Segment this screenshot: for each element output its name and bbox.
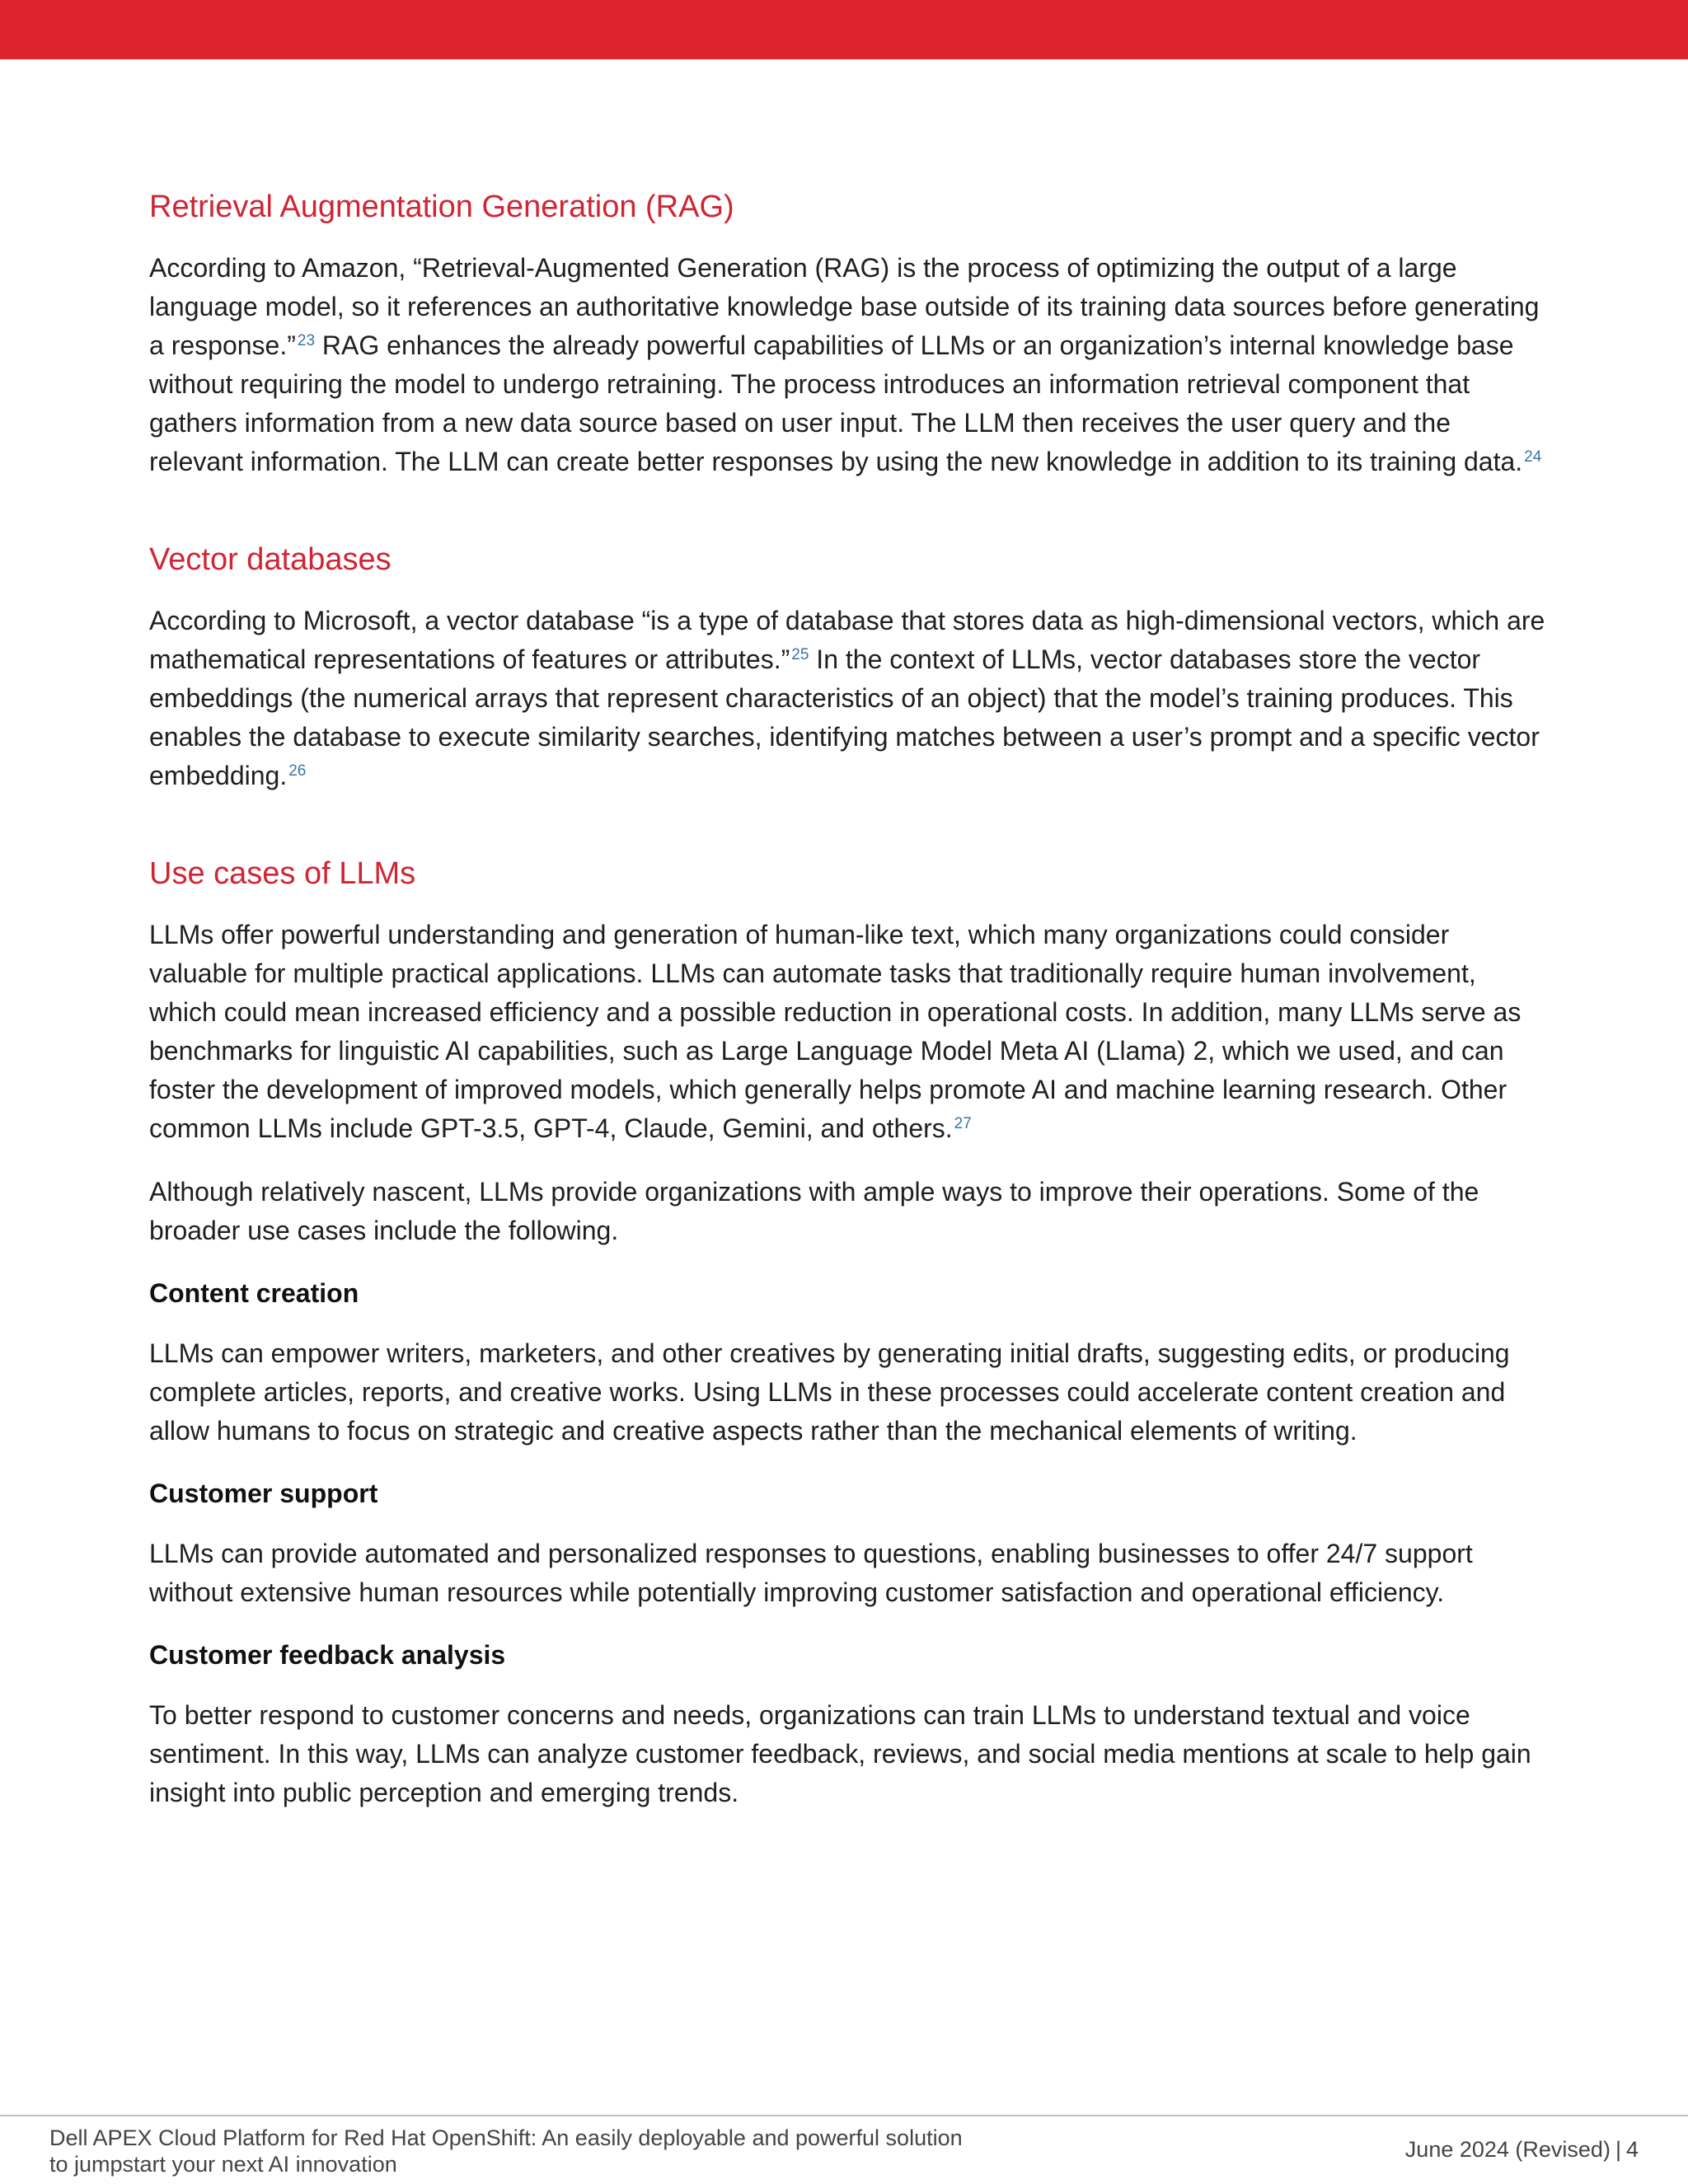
section-heading-use-cases: Use cases of LLMs [149,856,416,891]
footer-divider [0,2115,1688,2116]
subheading-content-creation: Content creation [149,1278,359,1308]
vector-text-1: According to Microsoft, a vector database “is a type of database that stores data as high-dimensional vectors, which are mathematical representations of features or attributes.” [149,606,1545,674]
section-rag [149,188,1550,481]
use-cases-text-1: LLMs offer powerful understanding and generation of human-like text, which many organizations could consider valuable for multiple practical applications. LLMs can automate tasks that traditionally require human involvement, which could mean increased efficiency and a possible reduction in operational costs. In addition, many LLMs serve as benchmarks for linguistic AI capabilities, such as Large Language Model Meta AI (Llama) 2, which we used, and can foster the development of improved models, which generally helps promote AI and machine learning research. Other common LLMs include GPT-3.5, GPT-4, Claude, Gemini, and others. [149,920,1522,1143]
footnote-ref-24[interactable]: 24 [1524,448,1542,466]
footer-page-number: 4 [1625,2137,1639,2162]
vector-paragraph [149,602,1550,795]
use-cases-paragraph-1 [149,916,1550,1148]
footnote-ref-26[interactable]: 26 [288,762,307,780]
footnote-ref-23[interactable]: 23 [297,332,316,349]
footer-date: June 2024 (Revised) [1404,2137,1611,2162]
footer-title-line-1: Dell APEX Cloud Platform for Red Hat OpenShift: An easily deployable and powerful solution [49,2125,963,2150]
page-content [149,188,1550,1837]
section-vector-databases [149,541,1550,795]
content-creation-paragraph: LLMs can empower writers, marketers, and other creatives by generating initial drafts, suggesting edits, or producing complete articles, reports, and creative works. Using LLMs in these processes could accelerate content creation and allow humans to focus on strategic and creative aspects rather than the mechanical elements of writing. [149,1338,1510,1446]
vector-text-2: In the context of LLMs, vector databases store the vector embeddings (the numerical arrays that represent characteristics of an object) that the model’s training produces. This enables the database to execute similarity searches, identifying matches between a user’s prompt and a specific vector embedding. [149,644,1540,790]
customer-support-paragraph: LLMs can provide automated and personalized responses to questions, enabling businesses to offer 24/7 support without extensive human resources while potentially improving customer satisfaction and operational efficiency. [149,1539,1473,1607]
subheading-customer-feedback-analysis: Customer feedback analysis [149,1640,506,1670]
rag-paragraph [149,249,1550,481]
footer-page-info [1405,2136,1639,2163]
subheading-customer-support: Customer support [149,1479,378,1508]
rag-text-2: RAG enhances the already powerful capabilities of LLMs or an organization’s internal knowledge base without requiring the model to undergo retraining. The process introduces an information retrieval component that gathers information from a new data source based on user input. The LLM then receives the user query and the relevant information. The LLM can create better responses by using the new knowledge in addition to its training data. [149,330,1523,476]
rag-text-1: According to Amazon, “Retrieval-Augmented Generation (RAG) is the process of optimizing the output of a large language model, so it references an authoritative knowledge base outside of its training data sources before generating a response.” [149,253,1540,360]
section-heading-rag: Retrieval Augmentation Generation (RAG) [149,190,734,224]
customer-feedback-paragraph: To better respond to customer concerns and needs, organizations can train LLMs to understand textual and voice sentiment. In this way, LLMs can analyze customer feedback, reviews, and social media mentions at scale to help gain insight into public perception and emerging trends. [149,1700,1531,1807]
footer-title-line-2: to jumpstart your next AI innovation [49,2152,397,2177]
use-cases-paragraph-2: Although relatively nascent, LLMs provide organizations with ample ways to improve their operations. Some of the broader use cases include the following. [149,1177,1479,1245]
section-heading-vector-databases: Vector databases [149,542,392,577]
footnote-ref-27[interactable]: 27 [954,1115,972,1132]
section-use-cases [149,855,1550,1812]
footnote-ref-25[interactable]: 25 [791,646,809,663]
footer-document-title [49,2125,1039,2177]
top-brand-bar [0,0,1688,59]
footer-separator: | [1615,2137,1621,2162]
